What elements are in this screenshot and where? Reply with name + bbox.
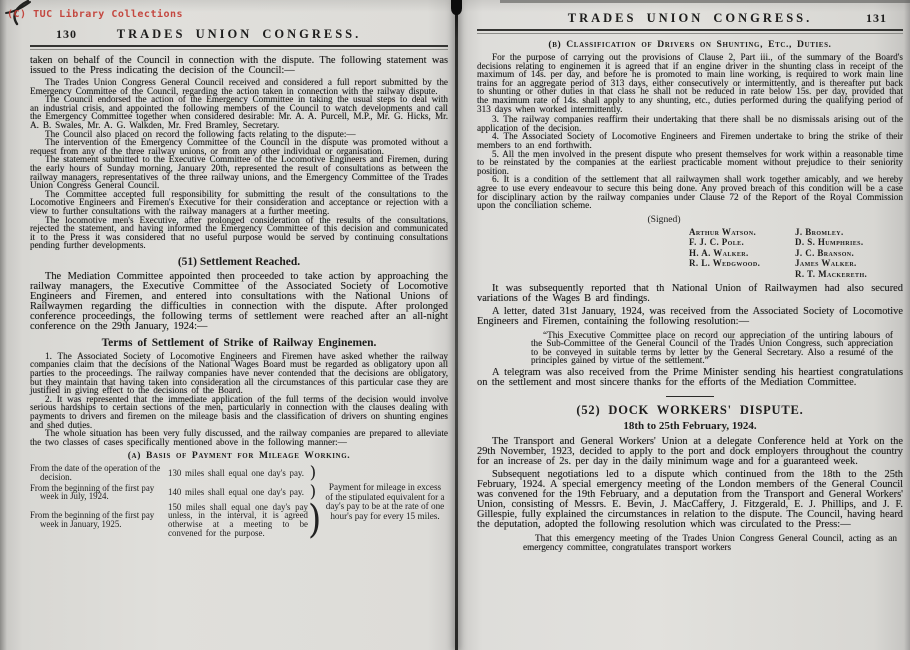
- signatory: Arthur Watson.: [689, 226, 757, 237]
- press-statement-6: The Committee accepted full responsibility for submitting the result of the consultations to the Locomotive Engineers and Firemen's Executive for their consideration and acceptance or rejection with a view to further consultations with the railway managers at a further meeting.: [30, 188, 448, 216]
- press-statement-3: The Council also placed on record the following facts relating to the dispute:—: [45, 128, 356, 139]
- header-rule-right: [477, 29, 903, 34]
- signatories-column-1: [689, 227, 789, 280]
- signatory: J. C. Branson.: [795, 247, 855, 258]
- page-left: [30, 0, 448, 543]
- signatory: F. J. C. Pole.: [689, 237, 745, 248]
- page-number-right: 131: [866, 11, 887, 25]
- brace-mark: ): [309, 481, 317, 502]
- page-header-right: [477, 11, 903, 26]
- section-52-heading: (52) DOCK WORKERS' DISPUTE.: [576, 403, 804, 418]
- section-51-heading: (51) Settlement Reached.: [177, 255, 301, 268]
- press-statement-5: The statement submitted to the Executive Committee of the Locomotive Engineers and Firemen, during the early hours of Sunday morning, January 20th, represented the result of consultations as between the railway managers, representatives of the three railway unions, and the Emergency Committee of the Trades Union Congress General Council.: [30, 154, 448, 191]
- mileage-table: [30, 462, 448, 543]
- mileage-note: Payment for mileage in excess of the stipulated equivalent for a day's pay to be at the rate of one hour's pay for every 15 miles.: [325, 482, 445, 521]
- press-statement-4: The intervention of the Emergency Committee of the Council in the dispute was promoted without a request from any of the three railway unions, or from any other individual or organisation.: [30, 137, 448, 156]
- intro-paragraph: taken on behalf of the Council in connection with the dispute. The following statement was issued to the Press indicating the decision of the Council:—: [30, 55, 448, 76]
- mileage-row-3: [30, 496, 322, 543]
- terms-clause-1: 1. The Associated Society of Locomotive Engineers and Firemen have asked whether the railway companies claim that the decisions of the National Wages Board must be regarded as obligatory upon all parties to the proceedings. The railway companies have never contended that the decisions are obligatory, but they maintain that having taken into consideration all the circumstances of this particular case they are justified in giving effect to the decisions of the Board.: [30, 350, 448, 396]
- signatories-column-2: [795, 227, 867, 280]
- aftermath-paragraph-2: A letter, dated 31st January, 1924, was received from the Associated Society of Locomotive Engineers and Firemen, containing the following resolution:—: [477, 305, 903, 327]
- mileage-row-2-rate: 140 miles shall equal one day's pay.: [168, 486, 304, 497]
- emergency-resolution-quote: That this emergency meeting of the Trades Union Congress General Council, acting as an emergency committee, congratulates transport workers: [523, 533, 897, 552]
- mileage-row-1-rate: 130 miles shall equal one day's pay.: [168, 467, 304, 478]
- terms-clause-3: The whole situation has been very fully discussed, and the railway companies are prepared to alleviate the two classes of cases specifically mentioned above in the following manner:—: [30, 428, 448, 447]
- press-statement-2: The Council endorsed the action of the Emergency Committee in taking the usual steps to deal with an industrial crisis, and appointed the following members of the Council to watch developments and call the Emergency Committee together when considered desirable: Mr. A. A. Purcell, M.P., Mr. G. Hicks, Mr. A. B. Swales, Mr. A. G. Walkden, Mr. Fred Bramley, Secretary.: [30, 94, 448, 130]
- signatory: R. L. Wedgwood.: [689, 258, 761, 269]
- section-52-date-heading: 18th to 25th February, 1924.: [623, 420, 757, 433]
- mileage-row-1: [30, 464, 318, 481]
- press-statement-1: The Trades Union Congress General Council received and considered a full report submitted by the Emergency Committee of the Council, regarding the action taken in connection with the railway dispute.: [30, 77, 448, 96]
- section-divider-rule: [666, 396, 714, 397]
- header-rule-left: [30, 45, 448, 50]
- classification-heading: (b) Classification of Drivers on Shunting, Etc., Duties.: [548, 39, 832, 50]
- settlement-clause-3: 3. The railway companies reaffirm their undertaking that there shall be no dismissals arising out of the application of the decision.: [477, 114, 903, 133]
- running-title-right: TRADES UNION CONGRESS.: [567, 11, 813, 25]
- section-51-body: The Mediation Committee appointed then proceeded to take action by approaching the railway managers, the Executive Committee of the Associated Society of Locomotive Engineers and Firemen, and entered into consultations with the National Unions of Railwaymen regarding the difficulties in connection with the dispute. After prolonged conference proceedings, the following terms of settlement were reached after an all-night conference on the 29th January, 1924:—: [30, 270, 448, 332]
- dock-dispute-paragraph-2: Subsequent negotiations led to a dispute which continued from the 18th to the 25th February, 1924. A special emergency meeting of the London members of the General Council was convened for the 19th February, and a deputation from the Transport and General Workers' Union, consisting of Messrs. E. Bevin, J. MacCaffery, J. Fitzgerald, E. J. Phillips, and J. F. Gillespie, fully explained the circumstances in relation to the dispute. The Council, having heard the deputation, adopted the following resolution which was circulated to the Press:—: [477, 469, 903, 531]
- page-number-left: 130: [56, 27, 77, 41]
- mileage-row-3-rate: 150 miles shall equal one day's pay unless, in the interval, it is agreed otherwise at a meeting to be convened for the purpose.: [168, 501, 308, 538]
- settlement-clause-6: 6. It is a condition of the settlement that all railwaymen shall work together amicably, and we hereby agree to use every endeavour to secure this being done. Any proved breach of this condition will be a case for disciplinary action by the railway companies under Clause 72 of the Report of the Royal Commission upon the conciliation scheme.: [477, 174, 903, 211]
- scan-left-edge-shadow: [0, 0, 7, 650]
- brace-mark: ): [308, 496, 322, 543]
- running-title-left: TRADES UNION CONGRESS.: [116, 27, 362, 41]
- terms-of-settlement-heading: Terms of Settlement of Strike of Railway Enginemen.: [101, 336, 377, 349]
- settlement-clause-5: 5. All the men involved in the present dispute who present themselves for work within a reasonable time to be reinstated by the companies at the earliest practicable moment without prejudice to their seniority position.: [477, 148, 903, 176]
- mileage-row-2-period: From the beginning of the first pay week in July, 1924.: [30, 482, 155, 502]
- signatory: James Walker.: [795, 258, 857, 269]
- book-gutter-fold: [455, 0, 458, 650]
- signed-label: (Signed): [647, 213, 681, 225]
- signatory: H. A. Walker.: [689, 247, 749, 258]
- classification-body: For the purpose of carrying out the provisions of Clause 2, Part iii., of the summary of the Board's decisions relating to enginemen it is agreed that if an engine driver in the shunting class in receipt of the maximum of 14s. per day, and before he is promoted to main line working, is required to work main line trains for an aggregate period of 313 days, either consecutively or intermittently, and is thereafter put back to shunting or other duties in that class he shall not be reduced in rate below 15s. per day, provided that the maximum rate of 14s. shall apply to any shunting, etc., duties performed during the qualifying period of 313 days when worked intermittently.: [477, 52, 903, 114]
- telegram-paragraph: A telegram was also received from the Prime Minister sending his heartiest congratulations on the settlement and most sincere thanks for the efforts of the Mediation Committee.: [477, 367, 903, 389]
- resolution-quote: “This Executive Committee place on record our appreciation of the untiring labours of the Sub-Committee of the General Council of the Trades Union Congress, such appreciation to be conveyed in suitable terms by letter by the General Secretary. Also a resumé of the principles gained by virtue of the settlement.”: [531, 329, 893, 366]
- mileage-row-1-period: From the date of the operation of the decision.: [30, 463, 161, 482]
- press-statement-7: The locomotive men's Executive, after prolonged consideration of the results of the consultations, rejected the statement, and having informed the Emergency Committee of this decision and communicated it to the Press it was considered that no useful purpose would be served by continuing consultations pending further developments.: [30, 214, 448, 251]
- mileage-working-heading: (a) Basis of Payment for Mileage Working.: [127, 450, 351, 462]
- mileage-row-3-period: From the beginning of the first pay week in January, 1925.: [30, 510, 155, 529]
- page-header-left: [30, 27, 448, 42]
- mileage-row-2: [30, 481, 318, 502]
- terms-clause-2: 2. It was represented that the immediate application of the full terms of the decision would involve serious hardships to certain sections of the men, particularly in connection with the clauses dealing with payments to drivers and firemen on the mileage basis and the classification of drivers on shunting engines and shed duties.: [30, 393, 448, 430]
- signatory: D. S. Humphries.: [795, 237, 864, 248]
- signatory: J. Bromley.: [795, 226, 844, 237]
- settlement-clause-4: 4. The Associated Society of Locomotive Engineers and Firemen undertake to bring the strike of their members to an end forthwith.: [477, 131, 903, 150]
- book-gutter-shadow-top: [451, 0, 462, 15]
- signatory: R. T. Mackereth.: [795, 269, 868, 280]
- watermark-text: (C) TUC Library Collections: [7, 9, 184, 20]
- aftermath-paragraph-1: It was subsequently reported that th National Union of Railwaymen had also secured variations of the Wages B ard findings.: [477, 282, 903, 304]
- dock-dispute-paragraph-1: The Transport and General Workers' Union at a delegate Conference held at York on the 29th November, 1923, decided to apply to the port and dock employers throughout the country for an increase of 2s. per day in the daily minimum wage and for a guaranteed week.: [477, 436, 903, 468]
- scan-right-edge-shadow: [904, 0, 910, 650]
- page-right: [477, 0, 903, 551]
- mileage-rows: [30, 462, 322, 543]
- brace-mark: ): [309, 462, 317, 483]
- signature-block: [689, 227, 903, 280]
